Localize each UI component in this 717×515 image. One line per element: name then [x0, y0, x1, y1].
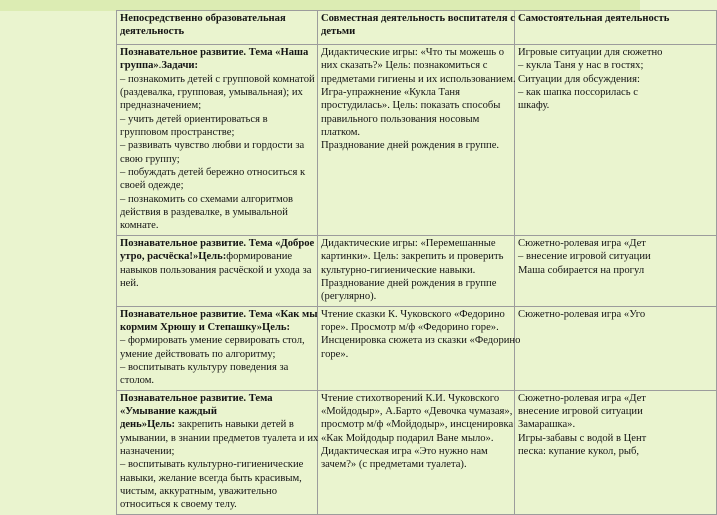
cell-text-line: простудилась». Цель: показать способы	[321, 100, 501, 112]
cell-independent-activity	[515, 235, 717, 306]
cell-text-line	[120, 59, 315, 72]
table-header-row	[117, 11, 717, 45]
cell-text-line	[120, 193, 315, 206]
cell-text-line	[120, 219, 315, 232]
cell-text-line: Замарашка».	[518, 419, 576, 431]
cell-text-line: Инсценировка сюжета из сказки «Федорино	[321, 335, 521, 347]
cell-joint-activity	[318, 45, 515, 236]
cell-text-run: кормим Хрюшу и Степашку»Цель:	[120, 321, 291, 333]
cell-text-run: – познакомить детей с групповой комнатой	[120, 73, 315, 85]
cell-text-run: – воспитывать культуру поведения за	[120, 361, 289, 373]
cell-text-run: Познавательное развитие. Тема	[120, 392, 273, 404]
cell-text-run: (раздевалка, групповая, умывальная); их	[120, 87, 303, 99]
cell-lesson-topic	[117, 235, 318, 306]
cell-text-run: Познавательное развитие. Тема «Наша	[120, 47, 309, 58]
cell-text-run: формирование	[226, 251, 293, 263]
cell-text-line: Игры-забавы с водой в Цент	[518, 432, 647, 444]
cell-text-line	[120, 392, 315, 405]
cell-text-line	[120, 250, 315, 263]
cell-text-run: закрепить навыки детей в	[175, 419, 294, 431]
cell-text-run: .	[158, 60, 162, 72]
table-row	[117, 45, 717, 236]
cell-independent-activity	[515, 390, 717, 514]
cell-text-run: – развивать чувство любви и гордости за	[120, 140, 305, 152]
header-joint-activity	[318, 11, 515, 45]
header-line: Совместная деятельность воспитателя с	[321, 13, 515, 24]
cell-text-run: – воспитывать культурно-гигиенические	[120, 459, 304, 471]
cell-text-line: «Мойдодыр», А.Барто «Девочка чумазая»,	[321, 405, 513, 417]
cell-text-line: песка: купание кукол, рыб,	[518, 445, 640, 457]
cell-text-run: групповом пространстве;	[120, 127, 235, 139]
cell-text-run: – побуждать детей бережно относиться к	[120, 167, 306, 179]
cell-text-run: Задачи:	[161, 60, 199, 72]
cell-text-run: – учить детей ориентироваться в	[120, 113, 268, 125]
cell-text-line	[120, 321, 315, 334]
activity-plan-table	[116, 10, 717, 515]
cell-text-line: просмотр м/ф «Мойдодыр», инсценировка	[321, 419, 514, 431]
cell-text-line	[120, 418, 315, 431]
cell-text-line	[120, 472, 315, 485]
cell-text-run: чистым, аккуратным, уважительно	[120, 486, 277, 497]
cell-text-run: действия в раздевалке, в умывальной	[120, 207, 288, 219]
cell-text-run: столом.	[120, 375, 155, 387]
cell-text-line: Маша собирается на прогул	[518, 264, 645, 276]
cell-text-line: зачем?» (с предметами туалета).	[321, 459, 467, 471]
cell-joint-activity	[318, 390, 515, 514]
header-line: деятельность	[120, 26, 185, 38]
cell-text-line: Игра-упражнение «Кукла Таня	[321, 87, 460, 99]
table-row	[117, 306, 717, 390]
cell-text-line: Чтение стихотворений К.И. Чуковского	[321, 392, 500, 404]
cell-text-line: Игровые ситуации для сюжетно	[518, 47, 663, 58]
cell-text-run: Познавательное развитие. Тема «Как мы	[120, 308, 318, 320]
cell-text-line	[120, 99, 315, 112]
cell-lesson-topic	[117, 306, 318, 390]
cell-text-line	[120, 179, 315, 192]
cell-text-run: назначении;	[120, 445, 175, 457]
cell-text-run: день»Цель:	[120, 419, 176, 431]
cell-joint-activity	[318, 235, 515, 306]
cell-text-run: умение действовать по алгоритму;	[120, 348, 276, 360]
cell-text-run: свою группу;	[120, 153, 180, 165]
cell-text-run: умывании, в знании предметов туалета и их	[120, 432, 319, 444]
cell-text-line	[120, 73, 315, 86]
cell-text-line: Празднование дней рождения в группе.	[321, 140, 500, 152]
cell-text-line	[120, 46, 315, 59]
cell-text-line: «Как Мойдодыр подарил Ване мыло».	[321, 432, 494, 444]
cell-text-line	[120, 374, 315, 387]
cell-independent-activity	[515, 45, 717, 236]
cell-text-run: группа»	[120, 60, 159, 72]
cell-text-line: правильного пользования носовым	[321, 113, 480, 125]
cell-text-line	[120, 361, 315, 374]
header-line: Непосредственно образовательная	[120, 13, 286, 24]
cell-text-line	[120, 308, 318, 321]
cell-text-line	[120, 237, 315, 250]
cell-text-line: Сюжетно-ролевая игра «Дет	[518, 237, 646, 249]
cell-text-line: Дидактическая игра «Это нужно нам	[321, 445, 488, 457]
cell-text-line: Дидактические игры: «Что ты можешь о	[321, 47, 505, 58]
cell-text-line: картинки». Цель: закрепить и проверить	[321, 251, 504, 263]
cell-text-run: своей одежде;	[120, 180, 184, 192]
cell-text-run: относиться к своему телу.	[120, 499, 237, 511]
cell-text-line: – как шапка поссорилась с	[518, 87, 638, 99]
cell-text-line: (регулярно).	[321, 291, 377, 303]
cell-text-line: горе». Просмотр м/ф «Федорино горе».	[321, 321, 499, 333]
cell-text-run: ней.	[120, 277, 139, 289]
cell-text-line: предметами гигиены и их использованием.	[321, 73, 516, 85]
header-line: детьми	[321, 26, 356, 38]
cell-text-line: – кукла Таня у нас в гостях;	[518, 60, 644, 72]
cell-text-line	[120, 113, 315, 126]
cell-lesson-topic	[117, 390, 318, 514]
header-line: Самостоятельная деятельность	[518, 13, 670, 24]
header-educational-activity	[117, 11, 318, 45]
cell-text-line	[120, 277, 315, 290]
cell-text-line	[120, 153, 315, 166]
cell-text-line: Сюжетно-ролевая игра «Дет	[518, 392, 646, 404]
cell-text-line	[120, 348, 315, 361]
cell-text-run: «Умывание каждый	[120, 405, 217, 417]
cell-text-run: предназначением;	[120, 100, 202, 112]
cell-text-line: внесение игровой ситуации	[518, 405, 643, 417]
cell-text-line	[120, 445, 315, 458]
cell-text-run: навыки, желание всегда быть красивым,	[120, 472, 302, 484]
cell-lesson-topic	[117, 45, 318, 236]
cell-text-run: – познакомить со схемами алгоритмов	[120, 193, 294, 205]
cell-text-line: Дидактические игры: «Перемешанные	[321, 237, 496, 249]
table-row	[117, 390, 717, 514]
cell-text-line: горе».	[321, 348, 349, 360]
cell-text-line: Ситуации для обсуждения:	[518, 73, 640, 85]
cell-text-line: Празднование дней рождения в группе	[321, 277, 497, 289]
cell-text-line	[120, 126, 315, 139]
cell-text-line: – внесение игровой ситуации	[518, 251, 651, 263]
cell-text-line: Сюжетно-ролевая игра «Уго	[518, 308, 646, 320]
cell-text-line: Чтение сказки К. Чуковского «Федорино	[321, 308, 505, 320]
cell-text-line: культурно-гигиенические навыки.	[321, 264, 476, 276]
cell-joint-activity	[318, 306, 521, 390]
cell-text-line	[120, 498, 315, 511]
cell-text-line: них сказать?» Цель: познакомиться с	[321, 60, 488, 72]
cell-text-line	[120, 334, 315, 347]
cell-text-line	[120, 432, 319, 445]
cell-text-line	[120, 264, 315, 277]
cell-text-line	[120, 206, 315, 219]
cell-text-line	[120, 139, 315, 152]
cell-text-line: шкафу.	[518, 100, 550, 112]
cell-text-line	[120, 86, 315, 99]
cell-text-line: платком.	[321, 127, 361, 139]
cell-text-line	[120, 458, 315, 471]
cell-independent-activity	[515, 306, 717, 390]
cell-text-line	[120, 166, 315, 179]
cell-text-run: навыков пользования расчёской и ухода за	[120, 264, 312, 276]
cell-text-run: комнате.	[120, 220, 159, 232]
header-independent-activity	[515, 11, 717, 45]
cell-text-run: – формировать умение сервировать стол,	[120, 335, 305, 347]
cell-text-run: Познавательное развитие. Тема «Доброе	[120, 237, 315, 249]
cell-text-line	[120, 405, 315, 418]
table-row	[117, 235, 717, 306]
cell-text-run: утро, расчёска!»Цель:	[120, 251, 227, 263]
plan-table-container	[116, 10, 716, 511]
cell-text-line	[120, 485, 315, 498]
